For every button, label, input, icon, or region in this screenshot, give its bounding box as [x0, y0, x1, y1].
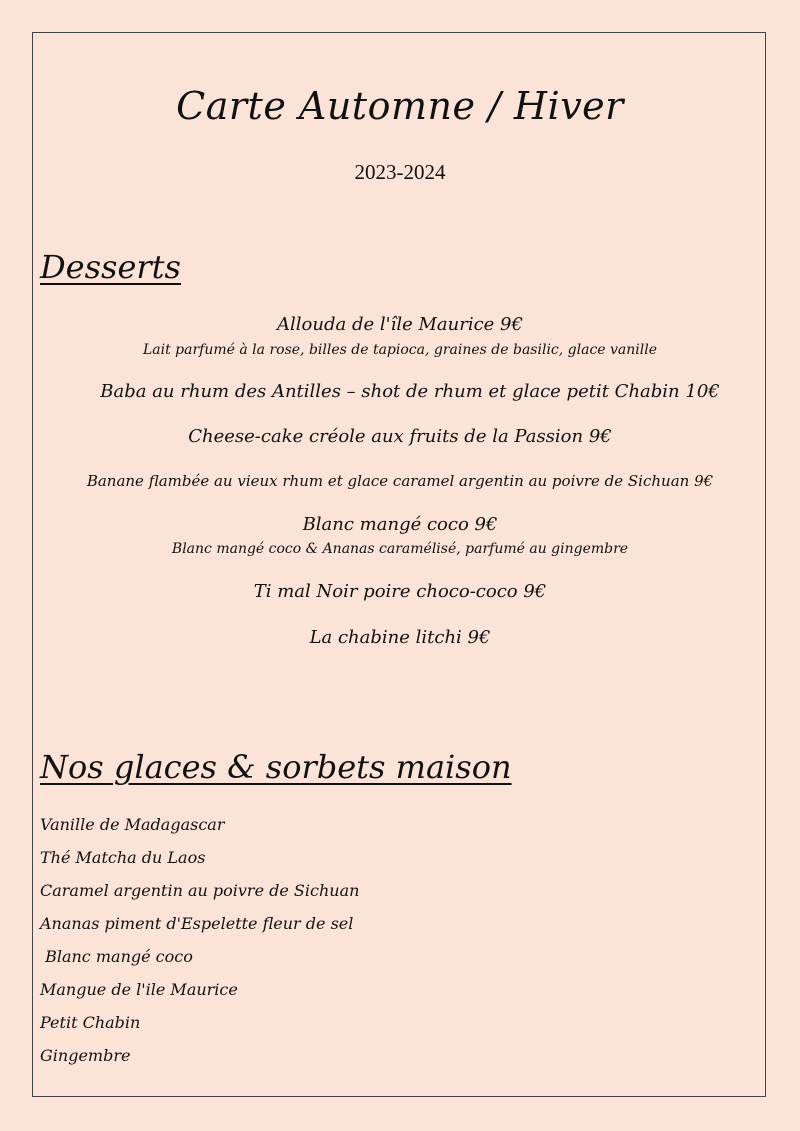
dessert-item-banane: Banane flambée au vieux rhum et glace caramel argentin au poivre de Sichuan 9€: [86, 472, 714, 490]
page-border: [32, 32, 766, 1097]
glace-item: Ananas piment d'Espelette fleur de sel: [40, 914, 354, 933]
dessert-item-chabine-litchi: La chabine litchi 9€: [309, 627, 491, 648]
dessert-item-baba: Baba au rhum des Antilles – shot de rhum et glace petit Chabin 10€: [100, 381, 720, 402]
dessert-item-allouda: Allouda de l'île Maurice 9€: [277, 314, 523, 335]
glace-item: Blanc mangé coco: [40, 947, 193, 966]
menu-title: Carte Automne / Hiver: [176, 84, 624, 128]
glace-item: Caramel argentin au poivre de Sichuan: [40, 881, 360, 900]
glace-item: Petit Chabin: [40, 1013, 141, 1032]
dessert-item-cheesecake: Cheese-cake créole aux fruits de la Passion 9€: [188, 426, 612, 447]
glaces-heading: Nos glaces & sorbets maison: [40, 748, 512, 786]
dessert-desc-allouda: Lait parfumé à la rose, billes de tapioca, graines de basilic, glace vanille: [142, 342, 658, 358]
glace-item: Mangue de l'ile Maurice: [40, 980, 238, 999]
dessert-desc-blanc-mange: Blanc mangé coco & Ananas caramélisé, parfumé au gingembre: [171, 541, 629, 557]
glace-item: Gingembre: [40, 1046, 131, 1065]
glace-item: Thé Matcha du Laos: [40, 848, 206, 867]
dessert-item-ti-mal-noir: Ti mal Noir poire choco-coco 9€: [253, 581, 547, 602]
menu-year: 2023-2024: [354, 160, 446, 184]
dessert-item-blanc-mange: Blanc mangé coco 9€: [302, 514, 498, 535]
glace-item: Vanille de Madagascar: [40, 815, 225, 834]
desserts-heading: Desserts: [40, 248, 181, 286]
